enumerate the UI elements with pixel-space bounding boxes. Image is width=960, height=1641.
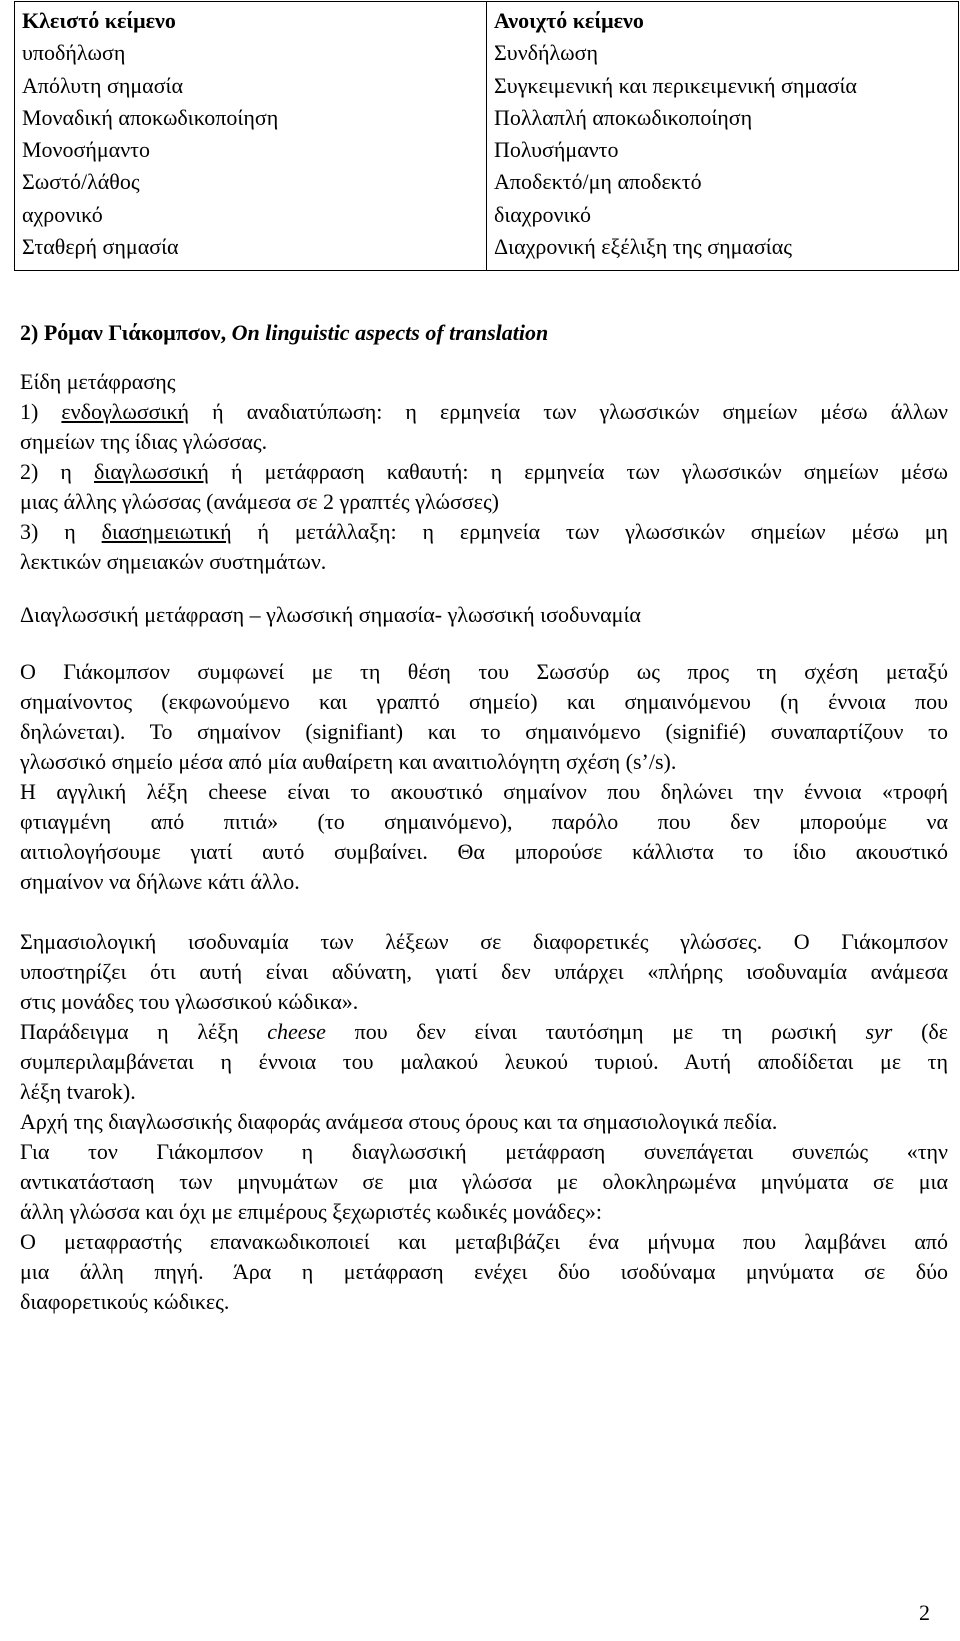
types-title: Είδη μετάφρασης: [20, 369, 176, 394]
comparison-table: [14, 1, 959, 271]
page-number: 2: [919, 1600, 930, 1625]
table-cell: Μονοσήμαντο: [22, 137, 150, 163]
section-heading: 2) Ρόμαν Γιάκομπσον, On linguistic aspects of translation: [20, 320, 549, 345]
type-3-line: 3) η διασημειωτική ή μετάλλαξη: η ερμηνεία των γλωσσικών σημείων μέσω μη: [20, 519, 948, 544]
table-cell: αχρονικό: [22, 201, 103, 227]
table-row: [15, 2, 959, 271]
type-3-line: λεκτικών σημειακών συστημάτων.: [20, 549, 327, 574]
subheading: Διαγλωσσική μετάφραση – γλωσσική σημασία- γλωσσική ισοδυναμία: [20, 602, 641, 627]
closed-text-column: [15, 2, 487, 271]
table-cell: Σωστό/λάθος: [22, 169, 140, 195]
table-cell: Αποδεκτό/μη αποδεκτό: [494, 169, 702, 195]
table-cell: υποδήλωση: [22, 40, 126, 66]
example-line: Παράδειγμα η λέξη cheese που δεν είναι ταυτόσημη με τη ρωσική syr (δε: [20, 1019, 948, 1044]
type-1-line: 1) ενδογλωσσική ή αναδιατύπωση: η ερμηνεία των γλωσσικών σημείων μέσω άλλων: [20, 399, 948, 424]
table-cell: Μοναδική αποκωδικοποίηση: [22, 104, 279, 130]
paragraph-equivalence: Σημασιολογική ισοδυναμία των λέξεων σε διαφορετικές γλώσσες. Ο Γιάκομπσον υποστηρίζει ότι αυτή είναι αδύνατη, γιατί δεν υπάρχει «πλήρης ισοδυναμία ανάμεσα στις μονάδες του γλωσσικού κώδικα». Παράδειγμα η λέξη cheese που δεν είναι ταυτόσημη με τη ρωσική syr (δε συμπεριλαμβάνεται η έννοια του μαλακού λευκού τυριού. Αυτή αποδίδεται με τη λέξη tvarok). Αρχή της διαγλωσσικής διαφοράς ανάμεσα στους όρους και τα σημασιολογικά πεδία. Για τον Γιάκομπσον η διαγλωσσική μετάφραση συνεπάγεται συνεπώς «την αντικατάσταση των μηνυμάτων σε μια γλώσσα με ολοκληρωμένα μηνύματα σε μια άλλη γλώσσα και όχι με επιμέρους ξεχωριστές κωδικές μονάδες»: Ο μεταφραστής επανακωδικοποιεί και μεταβιβάζει ένα μήνυμα που λαμβάνει από μια άλλη πηγή. Άρα η μετάφραση ενέχει δύο ισοδύναμα μηνύματα σε δύο διαφορετικούς κώδικες.: [20, 929, 948, 1314]
open-text-column: [487, 2, 959, 271]
table-cell: Πολλαπλή αποκωδικοποίηση: [494, 104, 753, 130]
paragraph-saussure: Ο Γιάκομπσον συμφωνεί με τη θέση του Σωσσύρ ως προς τη σχέση μεταξύ σημαίνοντος (εκφωνούμενο και γραπτό σημείο) και σημαινόμενου (η έννοια που δηλώνεται). Το σημαίνον (signifiant) και το σημαινόμενο (signifié) συναπαρτίζουν το γλωσσικό σημείο μέσα από μία αυθαίρετη και αναιτιολόγητη σχέση (s’/s). Η αγγλική λέξη cheese είναι το ακουστικό σημαίνον που δηλώνει την έννοια «τροφή φτιαγμένη από πιτιά» (το σημαινόμενο), παρόλο που δεν μπορούμε να αιτιολογήσουμε γιατί αυτό συμβαίνει. Θα μπορούσε κάλλιστα το ίδιο ακουστικό σημαίνον να δήλωνε κάτι άλλο.: [20, 659, 948, 894]
table-cell: Κλειστό κείμενο: [22, 8, 176, 33]
table-cell: Συνδήλωση: [494, 40, 599, 66]
table-cell: Σταθερή σημασία: [22, 234, 179, 260]
table-cell: διαχρονικό: [494, 201, 592, 227]
type-2-line: 2) η διαγλωσσική ή μετάφραση καθαυτή: η ερμηνεία των γλωσσικών σημείων μέσω: [20, 459, 948, 484]
translation-types: [20, 367, 948, 577]
type-2-line: μιας άλλης γλώσσας (ανάμεσα σε 2 γραπτές γλώσσες): [20, 489, 499, 514]
table-cell: Συγκειμενική και περικειμενική σημασία: [494, 72, 857, 98]
table-cell: Διαχρονική εξέλιξη της σημασίας: [494, 234, 792, 260]
table-cell: Ανοιχτό κείμενο: [494, 8, 644, 33]
table-cell: Απόλυτη σημασία: [22, 72, 183, 98]
table-cell: Πολυσήμαντο: [494, 137, 619, 163]
type-1-line: σημείων της ίδιας γλώσσας.: [20, 429, 268, 454]
